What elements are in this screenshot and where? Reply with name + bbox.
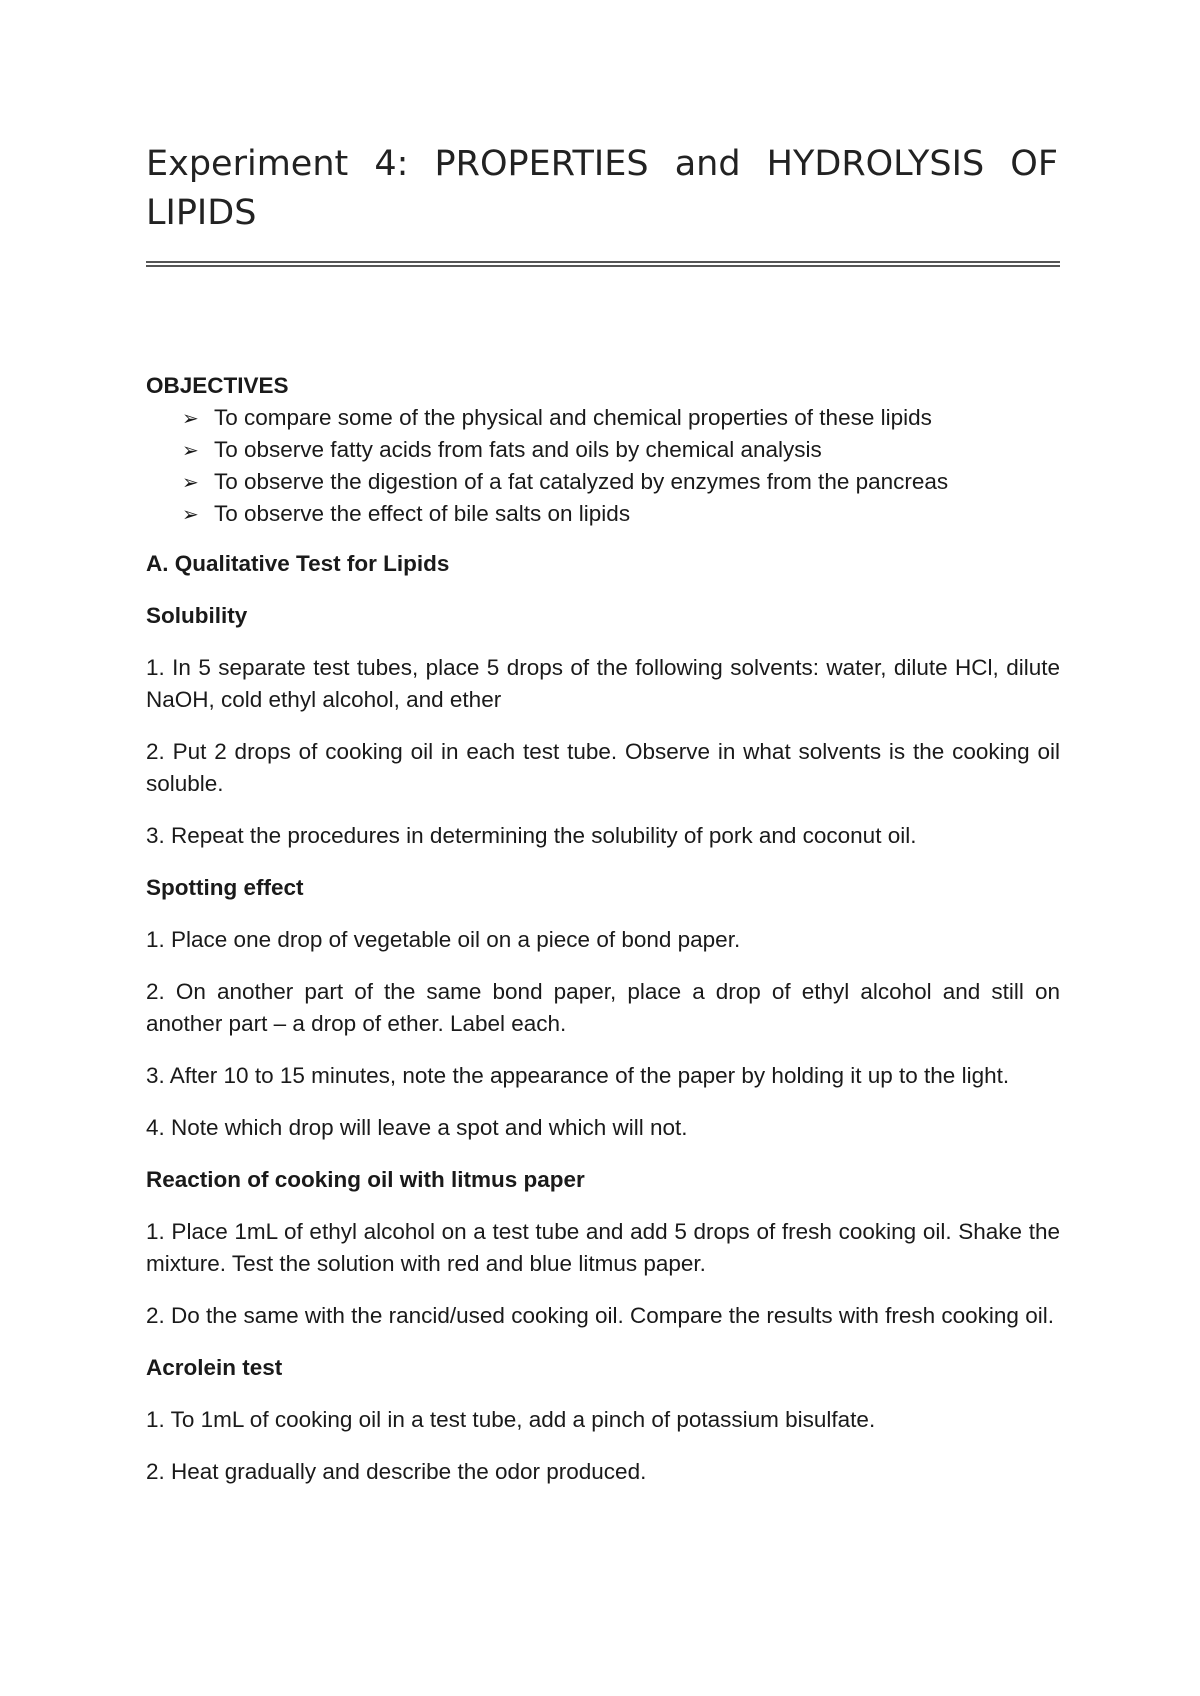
objectives-heading: OBJECTIVES [146, 373, 289, 398]
spotting-heading: Spotting effect [146, 875, 304, 900]
acrolein-step: 2. Heat gradually and describe the odor produced. [146, 1459, 647, 1484]
solubility-heading: Solubility [146, 603, 248, 628]
document-title: Experiment 4: PROPERTIES and HYDROLYSIS OF LIPIDS [146, 144, 1058, 233]
solubility-step: 2. Put 2 drops of cooking oil in each test tube. Observe in what solvents is the cooking oil soluble. [146, 739, 1060, 796]
objective-item: ➢ To compare some of the physical and chemical properties of these lipids [182, 402, 1060, 434]
solubility-step: 1. In 5 separate test tubes, place 5 drops of the following solvents: water, dilute HCl, dilute NaOH, cold ethyl alcohol, and ether [146, 655, 1060, 712]
objectives-list [146, 402, 1060, 530]
solubility-step: 3. Repeat the procedures in determining the solubility of pork and coconut oil. [146, 823, 917, 848]
litmus-step: 2. Do the same with the rancid/used cooking oil. Compare the results with fresh cooking oil. [146, 1303, 1054, 1328]
objective-item: ➢ To observe fatty acids from fats and oils by chemical analysis [182, 434, 1060, 466]
spotting-step: 3. After 10 to 15 minutes, note the appearance of the paper by holding it up to the light. [146, 1063, 1010, 1088]
acrolein-step: 1. To 1mL of cooking oil in a test tube, add a pinch of potassium bisulfate. [146, 1407, 876, 1432]
title-double-rule [146, 261, 1060, 267]
arrow-bullet-icon: ➢ [182, 470, 199, 494]
acrolein-heading: Acrolein test [146, 1355, 283, 1380]
arrow-bullet-icon: ➢ [182, 502, 199, 526]
objective-item: ➢ To observe the effect of bile salts on lipids [182, 498, 1060, 530]
objective-item: ➢ To observe the digestion of a fat catalyzed by enzymes from the pancreas [182, 466, 1060, 498]
spotting-step: 2. On another part of the same bond paper, place a drop of ethyl alcohol and still on another part – a drop of ether. Label each. [146, 979, 1060, 1036]
section-a-heading: A. Qualitative Test for Lipids [146, 551, 450, 576]
spotting-step: 4. Note which drop will leave a spot and which will not. [146, 1115, 688, 1140]
arrow-bullet-icon: ➢ [182, 406, 199, 430]
arrow-bullet-icon: ➢ [182, 438, 199, 462]
litmus-step: 1. Place 1mL of ethyl alcohol on a test tube and add 5 drops of fresh cooking oil. Shake the mixture. Test the solution with red and blue litmus paper. [146, 1219, 1060, 1276]
spotting-step: 1. Place one drop of vegetable oil on a piece of bond paper. [146, 927, 741, 952]
litmus-heading: Reaction of cooking oil with litmus paper [146, 1167, 585, 1192]
document-body [146, 370, 1060, 1508]
